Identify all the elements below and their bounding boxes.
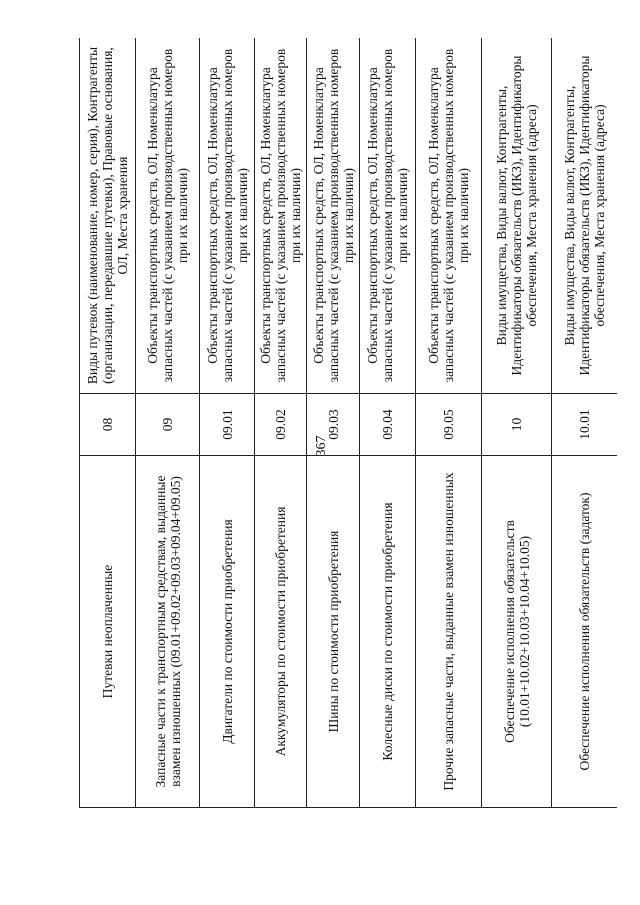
table-row xyxy=(136,38,200,808)
rotated-table-container xyxy=(79,38,617,808)
account-name-cell: Двигатели по стоимости приобретения xyxy=(200,456,255,808)
page-number: 367 xyxy=(314,435,329,457)
analytics-cell: Виды имущества, Виды валют, Контрагенты, Идентификаторы обязательств (ИКЗ), Идентификаторы обеспечения, Места хранения (адреса) xyxy=(552,38,618,394)
table-row xyxy=(200,38,255,808)
analytics-cell: Объекты транспортных средств, ОЛ, Номенклатура запасных частей (с указанием производственных номеров при их наличии) xyxy=(360,38,416,394)
account-name-cell: Аккумуляторы по стоимости приобретения xyxy=(255,456,307,808)
table-row xyxy=(255,38,307,808)
account-code-cell: 10.01 xyxy=(552,394,618,456)
account-code-cell: 09 xyxy=(136,394,200,456)
accounts-table xyxy=(79,38,617,808)
account-name-cell: Прочие запасные части, выданные взамен изношенных xyxy=(416,456,482,808)
table-row xyxy=(307,38,360,808)
account-name-cell: Запасные части к транспортным средствам, выданные взамен изношенных (09.01+09.02+09.03+09.04+09.05) xyxy=(136,456,200,808)
analytics-cell: Объекты транспортных средств, ОЛ, Номенклатура запасных частей (с указанием производственных номеров при их наличии) xyxy=(416,38,482,394)
table-row xyxy=(360,38,416,808)
table-row xyxy=(552,38,618,808)
table-row xyxy=(482,38,552,808)
account-code-cell: 09.05 xyxy=(416,394,482,456)
analytics-cell: Объекты транспортных средств, ОЛ, Номенклатура запасных частей (с указанием производственных номеров при их наличии) xyxy=(255,38,307,394)
analytics-cell: Объекты транспортных средств, ОЛ, Номенклатура запасных частей (с указанием производственных номеров при их наличии) xyxy=(136,38,200,394)
table-row xyxy=(80,38,136,808)
account-name-cell: Колесные диски по стоимости приобретения xyxy=(360,456,416,808)
account-code-cell: 09.01 xyxy=(200,394,255,456)
analytics-cell: Виды путевок (наименование, номер, серия), Контрагенты (организации, передавшие путевки), Правовые основания, ОЛ, Места хранения xyxy=(80,38,136,394)
account-code-cell: 10 xyxy=(482,394,552,456)
account-code-cell: 08 xyxy=(80,394,136,456)
account-name-cell: Путевки неоплаченные xyxy=(80,456,136,808)
account-code-cell: 09.03 xyxy=(307,394,360,456)
analytics-cell: Виды имущества, Виды валют, Контрагенты, Идентификаторы обязательств (ИКЗ), Идентификаторы обеспечения, Места хранения (адреса) xyxy=(482,38,552,394)
account-name-cell: Шины по стоимости приобретения xyxy=(307,456,360,808)
account-code-cell: 09.02 xyxy=(255,394,307,456)
account-name-cell: Обеспечение исполнения обязательств (задаток) xyxy=(552,456,618,808)
analytics-cell: Объекты транспортных средств, ОЛ, Номенклатура запасных частей (с указанием производственных номеров при их наличии) xyxy=(200,38,255,394)
account-name-cell: Обеспечение исполнения обязательств (10.01+10.02+10.03+10.04+10.05) xyxy=(482,456,552,808)
account-code-cell: 09.04 xyxy=(360,394,416,456)
table-row xyxy=(416,38,482,808)
analytics-cell: Объекты транспортных средств, ОЛ, Номенклатура запасных частей (с указанием производственных номеров при их наличии) xyxy=(307,38,360,394)
